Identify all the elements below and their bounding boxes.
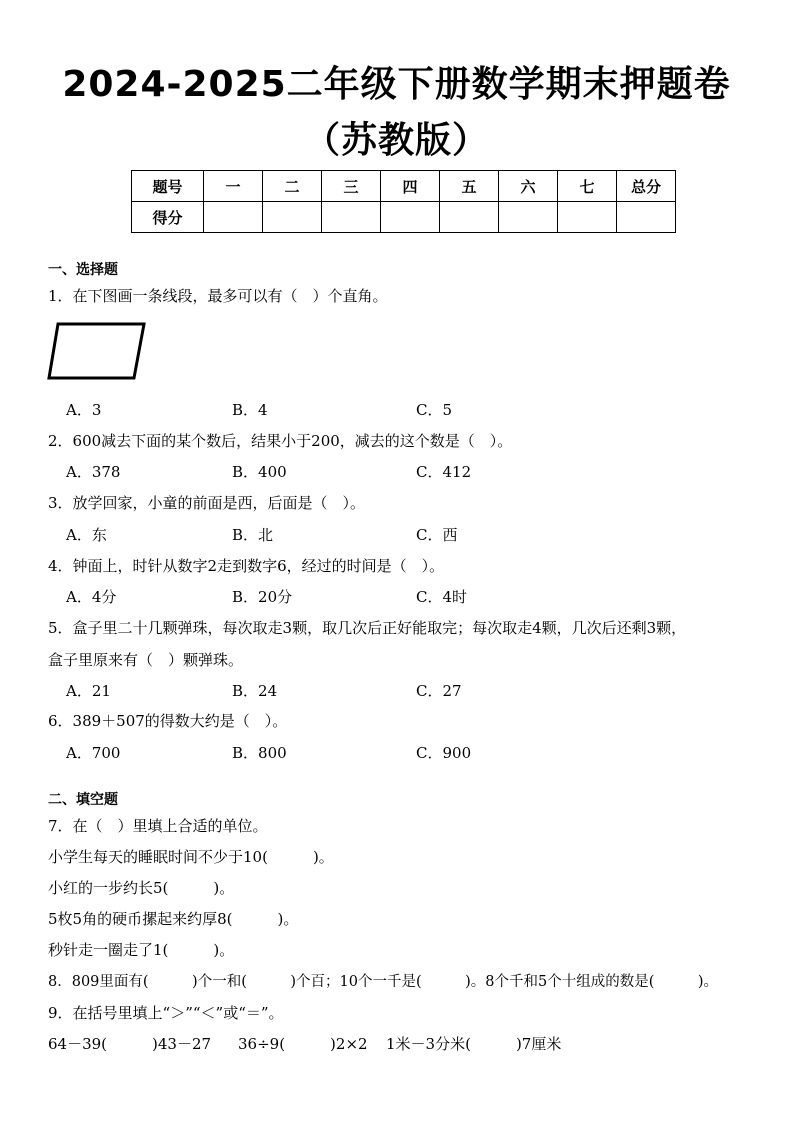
q4-option-c[interactable]: C．4时 bbox=[416, 588, 468, 606]
question-8: 8．809里面有( )个一和( )个百；10个一千是( )。8个千和5个十组成的数是( )。 bbox=[48, 974, 719, 990]
q9-item: 36÷9( )2×2 bbox=[238, 1035, 368, 1053]
q6-option-c[interactable]: C．900 bbox=[416, 744, 472, 762]
q5-option-c[interactable]: C．27 bbox=[416, 682, 462, 700]
q5-option-b[interactable]: B．24 bbox=[232, 682, 278, 700]
q4-option-b[interactable]: B．20分 bbox=[232, 588, 293, 606]
question-6: 6．389＋507的得数大约是（ ）。 bbox=[48, 712, 288, 730]
parallelogram-figure bbox=[46, 320, 148, 384]
score-cell[interactable] bbox=[440, 202, 499, 233]
header-cell-6: 六 bbox=[499, 171, 558, 202]
q2-option-b[interactable]: B．400 bbox=[232, 463, 287, 481]
exam-title: 2024-2025二年级下册数学期末押题卷 bbox=[62, 64, 731, 105]
q4-option-a[interactable]: A．4分 bbox=[66, 588, 117, 606]
exam-subtitle: （苏教版） bbox=[303, 120, 489, 161]
header-cell-1: 一 bbox=[204, 171, 263, 202]
score-cell[interactable] bbox=[617, 202, 676, 233]
score-table-score-row bbox=[132, 202, 676, 233]
score-cell[interactable] bbox=[558, 202, 617, 233]
q3-option-c[interactable]: C．西 bbox=[416, 526, 458, 544]
q3-option-b[interactable]: B．北 bbox=[232, 526, 274, 544]
header-cell-7: 七 bbox=[558, 171, 617, 202]
question-2: 2．600减去下面的某个数后，结果小于200，减去的这个数是（ ）。 bbox=[48, 432, 513, 450]
question-5-continued: 盒子里原来有（ ）颗弹珠。 bbox=[48, 651, 244, 669]
score-cell[interactable] bbox=[322, 202, 381, 233]
q5-option-a[interactable]: A．21 bbox=[66, 682, 111, 700]
question-3: 3．放学回家，小童的前面是西，后面是（ ）。 bbox=[48, 494, 366, 512]
header-cell-3: 三 bbox=[322, 171, 381, 202]
q9-items-row bbox=[48, 1033, 561, 1054]
section-1-heading: 一、选择题 bbox=[48, 262, 118, 278]
q2-option-c[interactable]: C．412 bbox=[416, 463, 472, 481]
score-table-header-row bbox=[132, 171, 676, 202]
score-cell[interactable] bbox=[499, 202, 558, 233]
q1-option-b[interactable]: B．4 bbox=[232, 401, 268, 419]
header-cell-question-number: 题号 bbox=[132, 171, 204, 202]
q2-option-a[interactable]: A．378 bbox=[66, 463, 121, 481]
q9-item: 1米－3分米( )7厘米 bbox=[386, 1035, 562, 1053]
q3-option-a[interactable]: A．东 bbox=[66, 526, 107, 544]
header-cell-2: 二 bbox=[263, 171, 322, 202]
score-table bbox=[131, 170, 676, 233]
section-2-heading: 二、填空题 bbox=[48, 792, 118, 808]
q6-option-b[interactable]: B．800 bbox=[232, 744, 287, 762]
score-cell[interactable] bbox=[263, 202, 322, 233]
score-cell[interactable] bbox=[204, 202, 263, 233]
q7-blank-line: 小红的一步约长5( )。 bbox=[48, 879, 235, 897]
header-cell-4: 四 bbox=[381, 171, 440, 202]
question-7: 7．在（ ）里填上合适的单位。 bbox=[48, 817, 268, 835]
score-row-label: 得分 bbox=[132, 202, 204, 233]
question-9: 9．在括号里填上“＞”“＜”或“＝”。 bbox=[48, 1004, 284, 1022]
question-5: 5．盒子里二十几颗弹珠，每次取走3颗，取几次后正好能取完；每次取走4颗，几次后还剩3颗， bbox=[48, 619, 687, 637]
q7-blank-line: 5枚5角的硬币摞起来约厚8( )。 bbox=[48, 910, 299, 928]
q7-blank-line: 小学生每天的睡眠时间不少于10( )。 bbox=[48, 848, 334, 866]
header-cell-total: 总分 bbox=[617, 171, 676, 202]
q6-option-a[interactable]: A．700 bbox=[66, 744, 121, 762]
q1-option-a[interactable]: A．3 bbox=[66, 401, 102, 419]
q1-option-c[interactable]: C．5 bbox=[416, 401, 453, 419]
score-cell[interactable] bbox=[381, 202, 440, 233]
question-4: 4．钟面上，时针从数字2走到数字6，经过的时间是（ ）。 bbox=[48, 557, 445, 575]
question-1: 1．在下图画一条线段，最多可以有（ ）个直角。 bbox=[48, 287, 388, 305]
q9-item: 64－39( )43－27 bbox=[48, 1035, 212, 1053]
header-cell-5: 五 bbox=[440, 171, 499, 202]
q7-blank-line: 秒针走一圈走了1( )。 bbox=[48, 941, 235, 959]
